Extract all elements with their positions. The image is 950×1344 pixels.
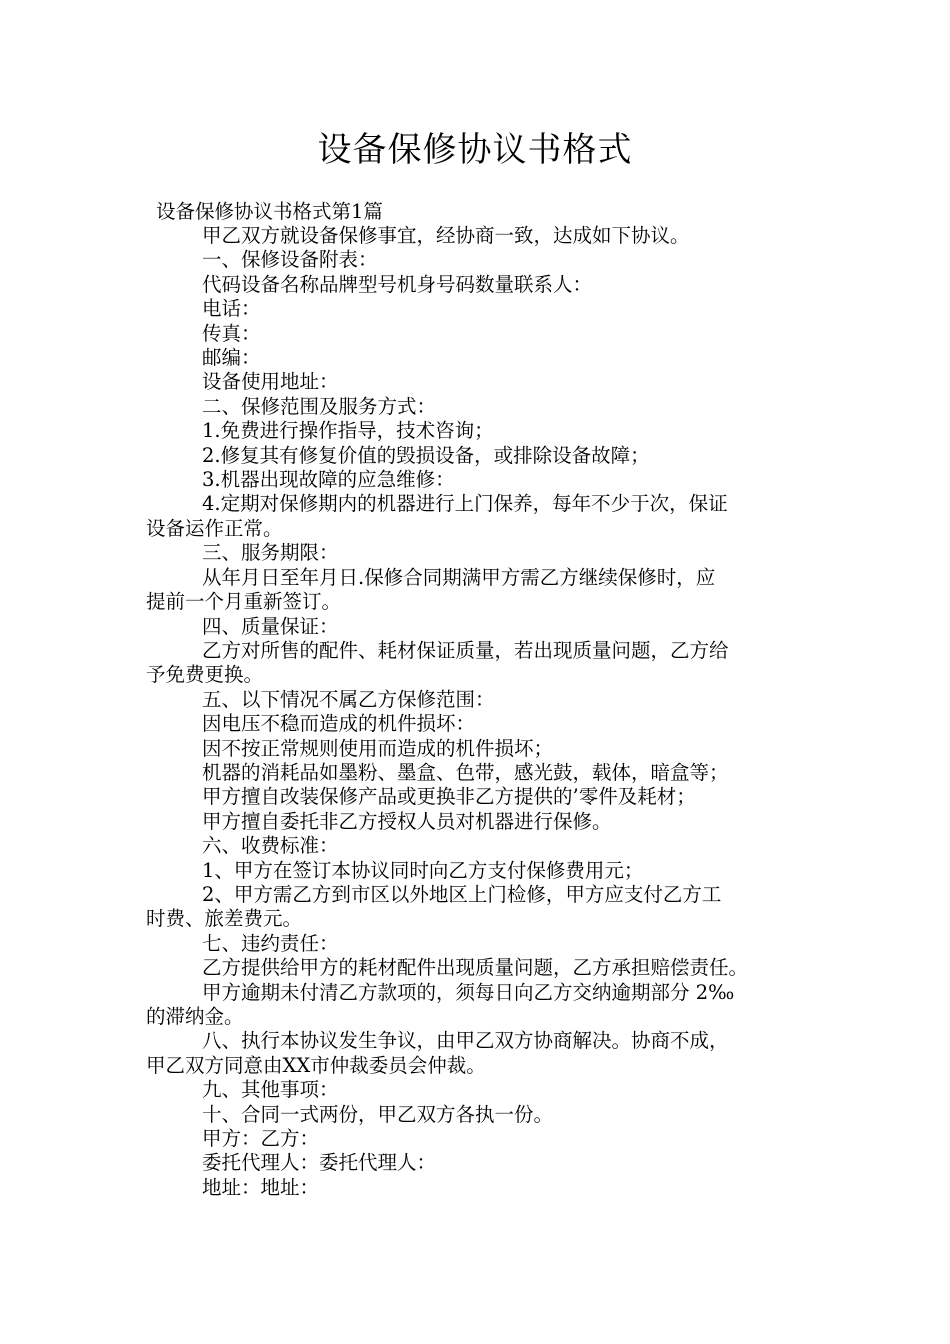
body-line: 4.定期对保修期内的机器进行上门保养，每年不少于次，保证 (202, 492, 728, 516)
body-line: 1.免费进行操作指导，技术咨询； (202, 419, 494, 443)
body-line: 甲乙双方同意由XX市仲裁委员会仲裁。 (146, 1053, 486, 1077)
body-line: 因不按正常规则使用而造成的机件损坏； (202, 736, 554, 760)
body-line: 机器的消耗品如墨粉、墨盒、色带，感光鼓，载体，暗盒等； (202, 760, 729, 784)
body-line: 二、保修范围及服务方式： (202, 394, 437, 418)
body-line: 3.机器出现故障的应急维修： (202, 468, 455, 492)
body-line: 乙方提供给甲方的耗材配件出现质量问题，乙方承担赔偿责任。 (202, 956, 749, 980)
body-line: 九、其他事项： (202, 1078, 339, 1102)
body-line: 2、甲方需乙方到市区以外地区上门检修，甲方应支付乙方工 (202, 882, 722, 906)
body-line: 甲乙双方就设备保修事宜，经协商一致，达成如下协议。 (202, 224, 690, 247)
body-line: 甲方：乙方： (202, 1127, 320, 1151)
document-title: 设备保修协议书格式 (317, 130, 633, 170)
body-line: 提前一个月重新签订。 (146, 590, 342, 614)
body-line: 电话： (202, 297, 261, 321)
body-line: 八、执行本协议发生争议，由甲乙双方协商解决。协商不成， (202, 1029, 729, 1053)
body-line: 传真： (202, 321, 261, 345)
body-line: 乙方对所售的配件、耗材保证质量，若出现质量问题，乙方给 (202, 638, 729, 662)
body-line: 十、合同一式两份，甲乙双方各执一份。 (202, 1102, 554, 1126)
document-body (146, 224, 808, 1200)
body-line: 一、保修设备附表： (202, 248, 378, 272)
body-line: 邮编： (202, 346, 261, 370)
body-line: 设备运作正常。 (146, 516, 283, 540)
body-line: 1、甲方在签订本协议同时向乙方支付保修费用元； (202, 858, 644, 882)
body-line: 四、质量保证： (202, 614, 339, 638)
body-line: 六、收费标准： (202, 834, 339, 858)
body-line: 设备使用地址： (202, 370, 339, 394)
body-line: 代码设备名称品牌型号机身号码数量联系人： (202, 272, 593, 296)
body-line: 七、违约责任： (202, 931, 339, 955)
body-line: 五、以下情况不属乙方保修范围： (202, 687, 495, 711)
body-line: 予免费更换。 (146, 663, 264, 687)
body-line: 三、服务期限： (202, 541, 339, 565)
body-line: 甲方逾期未付清乙方款项的，须每日向乙方交纳逾期部分 2‰ (202, 980, 735, 1004)
body-line: 地址：地址： (202, 1175, 320, 1199)
body-line: 因电压不稳而造成的机件损坏： (202, 712, 476, 736)
body-line: 从年月日至年月日.保修合同期满甲方需乙方继续保修时，应 (202, 565, 716, 589)
body-line: 甲方擅自委托非乙方授权人员对机器进行保修。 (202, 809, 612, 833)
body-line: 时费、旅差费元。 (146, 907, 303, 931)
body-line: 的滞纳金。 (146, 1005, 244, 1028)
body-line: 甲方擅自改装保修产品或更换非乙方提供的’零件及耗材； (202, 785, 696, 809)
section-subtitle: 设备保修协议书格式第1篇 (156, 200, 383, 223)
body-line: 委托代理人：委托代理人： (202, 1151, 437, 1175)
body-line: 2.修复其有修复价值的毁损设备，或排除设备故障； (202, 443, 650, 467)
